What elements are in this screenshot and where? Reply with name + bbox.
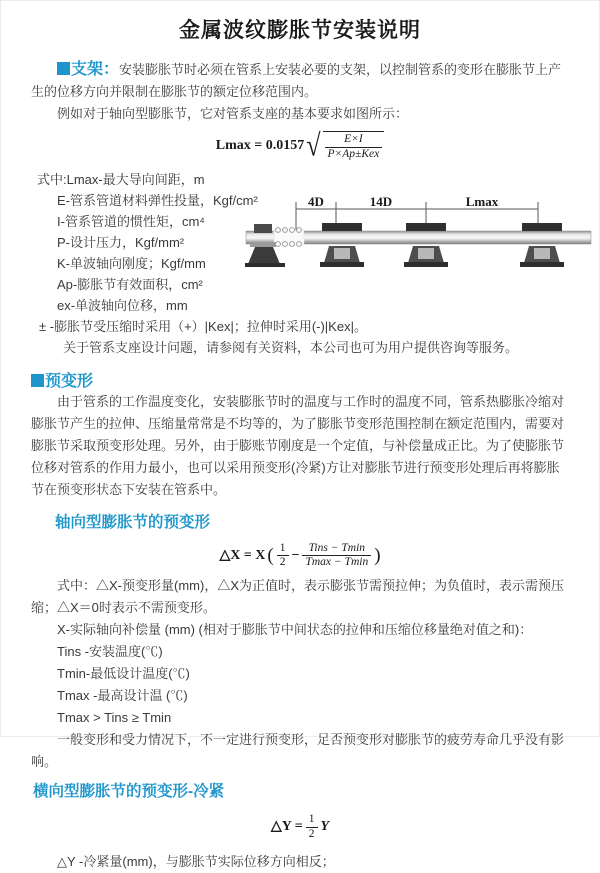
definition-line: I-管系管道的惯性矩，cm⁴ [57,214,205,229]
section-square-icon [57,62,70,75]
dx-formula-lhs: △X = X [219,547,266,563]
t-definition-line: Tins -安装温度(℃) [57,644,163,660]
t-definition-line: Tmin-最低设计温度(℃) [57,666,190,682]
half-fraction [276,542,290,569]
dy-half-denominator: 2 [308,827,315,840]
definition-line: E-管系管道材料弹性投量，Kgf/cm² [57,193,258,208]
lateral-predeform-heading: 横向型膨胀节的预变形-冷紧 [33,783,225,801]
radical-sign: √ [306,128,321,163]
dy-definition-text: △Y -冷紧量(mm)，与膨胀节实际位移方向相反； [57,853,335,869]
predeform-note-text: 一般变形和受力情况下，不一定进行预变形，足否预变形对膨胀节的疲劳寿命几乎没有影响。 [31,732,565,770]
lmax-formula-denominator: P×Ap±Kex [327,147,380,160]
definition-line: Ap-膨胀节有效面积，cm² [57,277,203,292]
predeform-body-text: 由于管系的工作温度变化，安装膨胀节时的温度与工作时的温度不同，管系热膨胀冷缩对膨胀节产生的拉伸、压缩量常常是不均等的，为了膨胀节变形范围控制在额定范围内，需要对膨胀节采取预变形处理。另外，由于膨账节刚度是一个定值，与补偿量成正比。为了使膨胀节位移对管系的作用力最小，也可以采用预变形(冷紧)方让对膨胀节进行预变形处理后再将膨胀节在预变形状态下安装在管系中。 [31,394,565,497]
dx-formula [31,542,569,569]
open-paren: ( [267,544,274,566]
predeform-section-heading-row [31,368,569,391]
dx-where-text: 式中：△X-预变形量(mm)，△X为正值时，表示膨张节需预拉伸；为负值时，表示需预压缩；△X＝0时表示不需预变形。 [31,578,564,616]
lmax-formula-numerator: E×I [325,133,383,147]
plus-minus-note-line: ± -膨胀节受压缩时采用（+）|Kex|；拉伸时采用(-)|Kex|。 [39,319,367,334]
where-line: 式中:Lmax-最大导向间距，m [37,172,205,187]
support-section-paragraph [31,59,569,103]
x-definition-text: X-实际轴向补偿量 (mm) (相对于膨胀节中间状态的拉伸和压缩位移量绝对值之和)： [57,622,533,638]
minus-sign: − [291,547,300,563]
guide-support [404,223,448,267]
section-square-icon [31,374,44,387]
temperature-fraction [301,542,372,569]
temperature-denominator: Tmax − Tmin [305,556,369,569]
definition-line: ex-单波轴向位移，mm [57,298,188,313]
dy-formula-rhs: Y [320,819,330,835]
lmax-formula-root [323,131,385,160]
lmax-formula [31,128,569,163]
support-intro-text: 安装膨胀节时必须在管系上安装必要的支架，以控制管系的变形在膨胀节上产生的位移方向并限制在膨胀节的额定位移范围内。 [31,62,562,99]
page-title: 金属波纹膨胀节安装说明 [179,19,421,42]
bellows-icon [274,228,304,247]
lmax-formula-lhs: Lmax = 0.0157 [215,138,305,154]
dy-half-numerator: 1 [306,813,318,827]
definition-line: P-设计压力，Kgf/mm² [57,235,185,250]
lmax-formula-fraction [324,133,384,160]
predeform-section-heading: 预变形 [45,373,94,390]
dy-formula [31,813,569,840]
support-example-text: 例如对于轴向型膨胀节，它对管系支座的基本要求如图所示： [57,106,409,121]
close-paren: ) [374,544,381,566]
dimension-label-lmax: Lmax [465,194,499,209]
t-definition-line: Tmax -最高设计温 (℃) [57,688,188,704]
axial-predeform-heading: 轴向型膨胀节的预变形 [55,514,211,531]
dimension-label-4d: 4D [308,194,324,209]
temperature-numerator: Tins − Tmin [302,542,371,556]
t-definition-line: Tmax > Tins ≥ Tmin [57,710,172,726]
support-section-heading: 支架： [71,61,120,78]
dimension-label-14d: 14D [369,194,393,209]
dy-formula-lhs: △Y = [270,819,303,835]
guide-support [520,223,564,267]
half-denominator: 2 [279,556,286,569]
half-numerator: 1 [277,542,289,556]
pipe-support-diagram [244,193,599,288]
dy-half-fraction [305,813,319,840]
definition-line: K-单波轴向刚度；Kgf/mm [57,256,206,271]
guide-support [320,223,364,267]
service-note-line: 关于管系支座设计问题，请参阅有关资料，本公司也可为用户提供咨询等服务。 [63,340,519,355]
